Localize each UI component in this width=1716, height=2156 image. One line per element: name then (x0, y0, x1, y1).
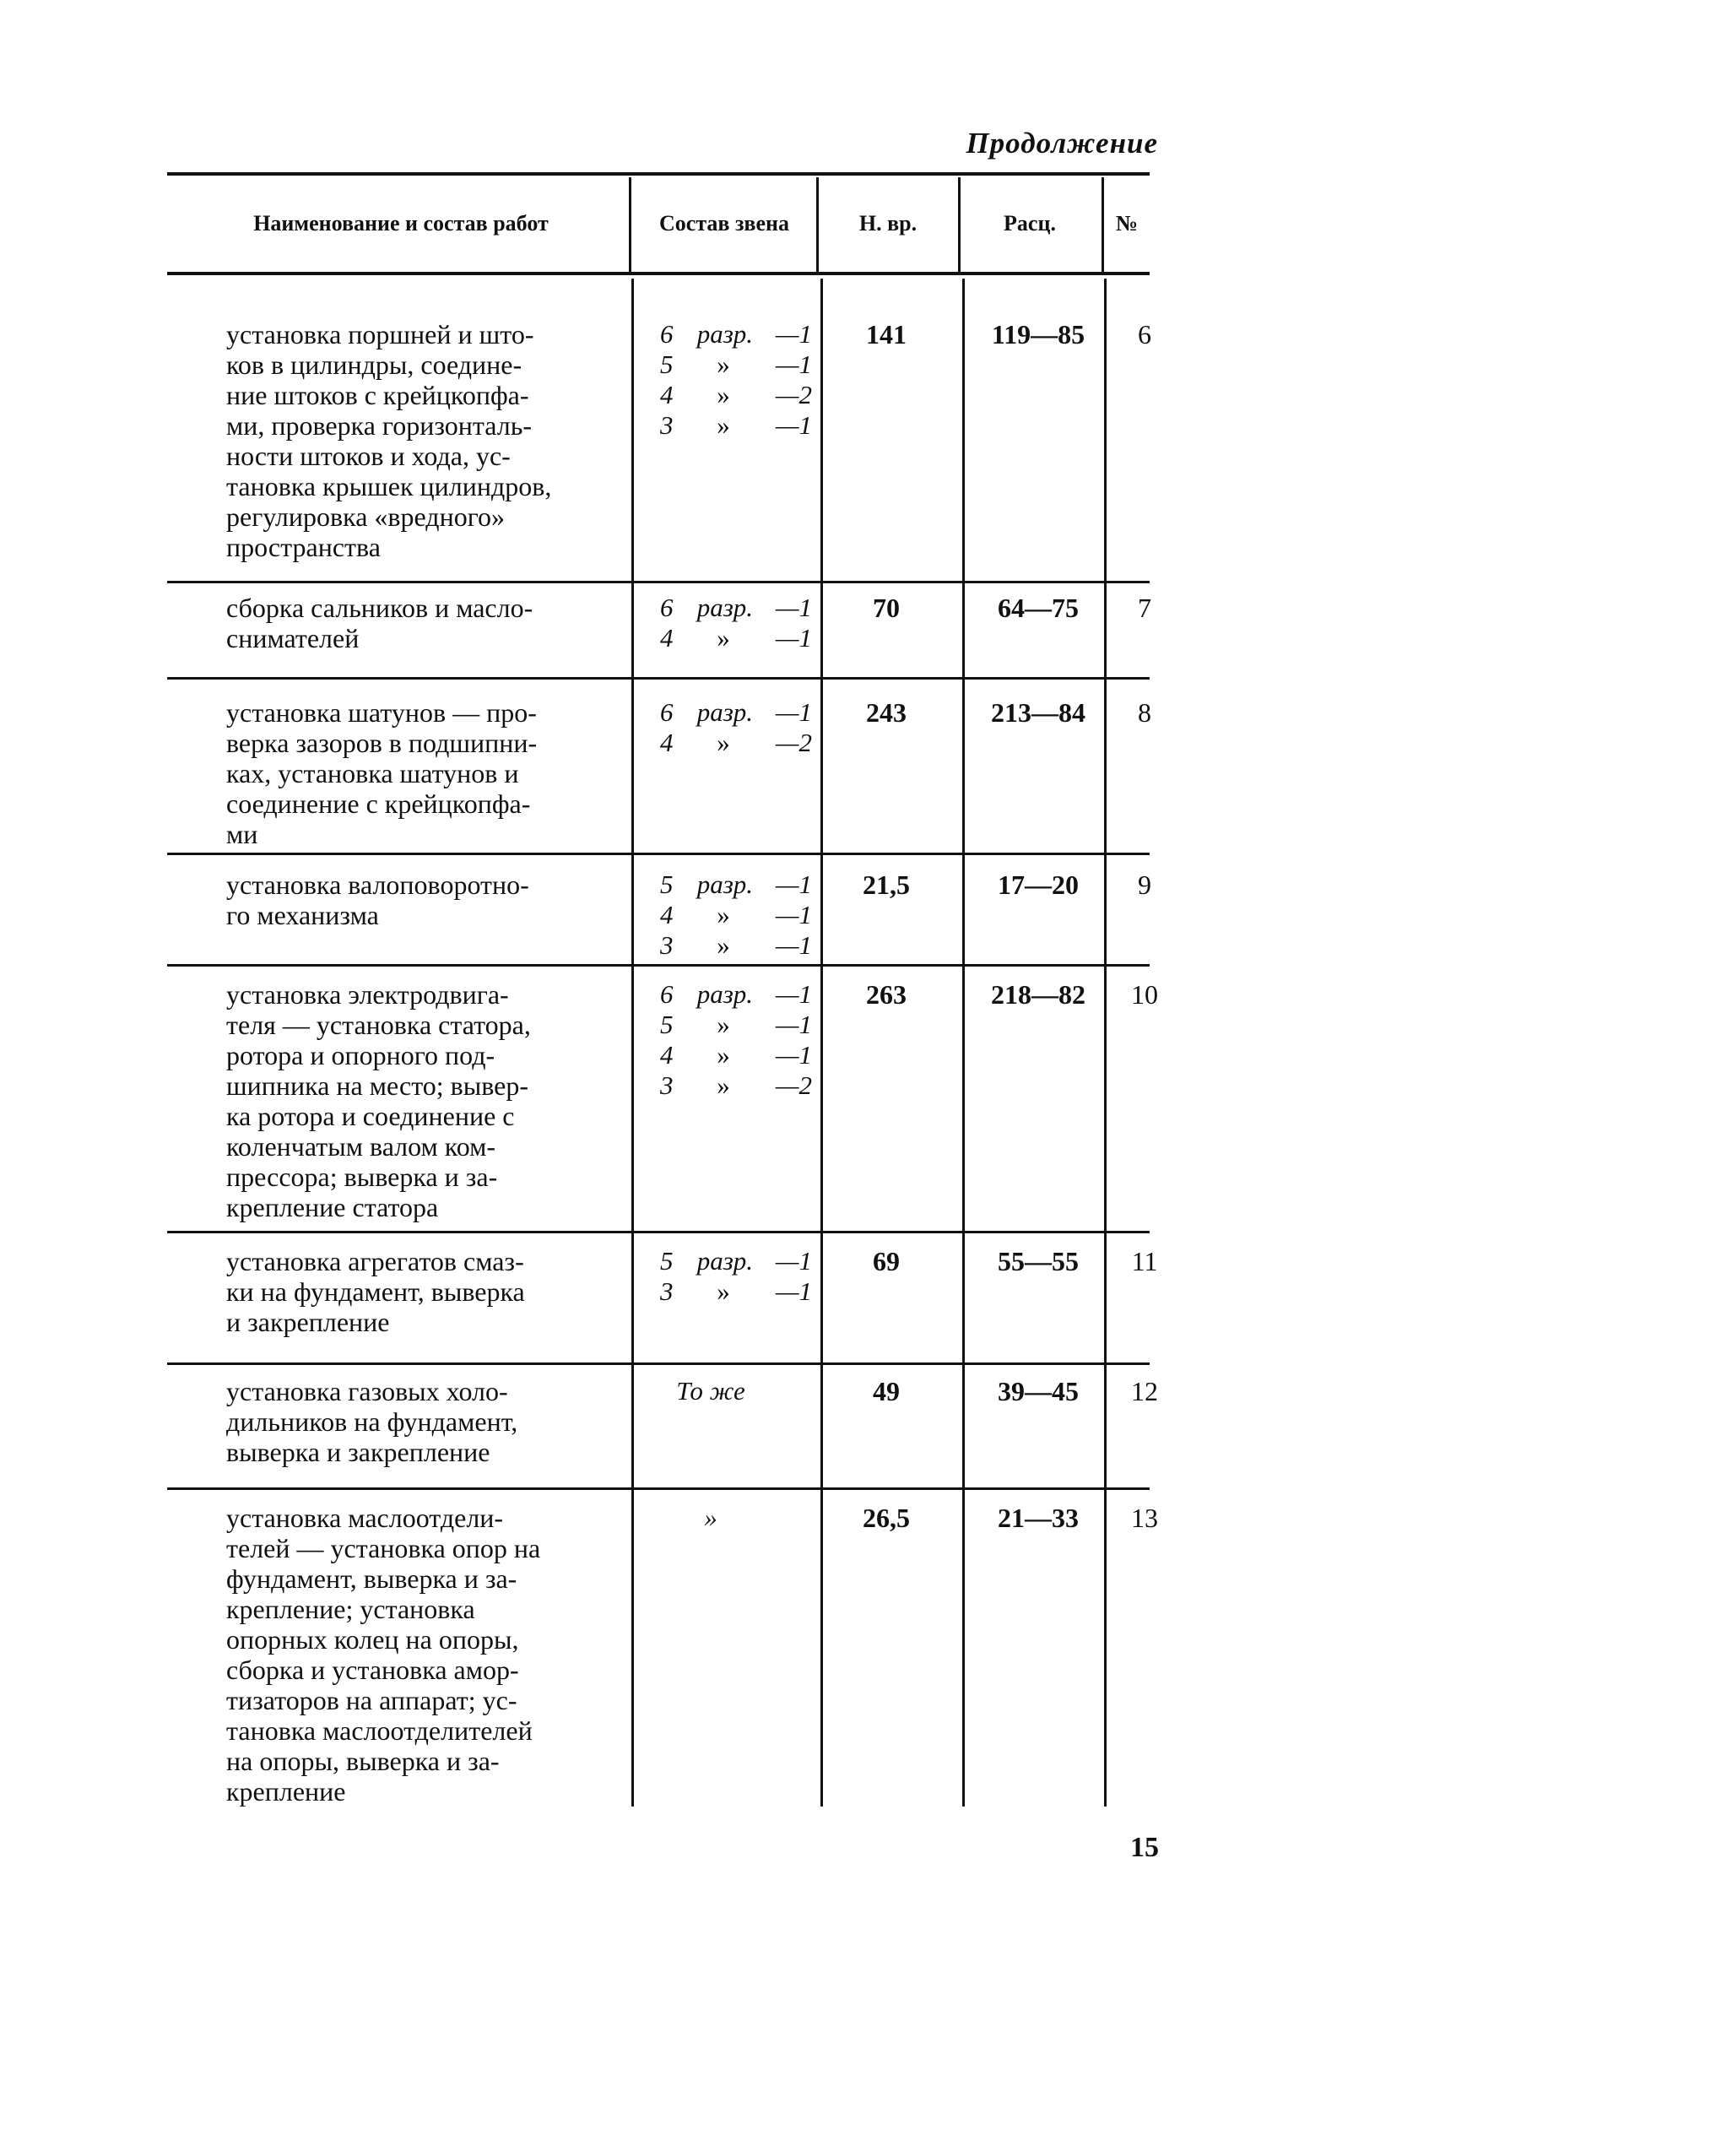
work-description-line: регулировка «вредного» (226, 501, 506, 532)
rate-value: 64—75 (998, 593, 1079, 623)
row-rule (167, 677, 1150, 680)
work-description-line: фундамент, выверка и за- (226, 1563, 517, 1594)
crew-count: —1 (775, 349, 812, 379)
work-description-line: снимателей (226, 623, 360, 653)
work-description-line: крепление (226, 1776, 346, 1807)
crew-unit: » (717, 1276, 730, 1306)
work-description-line: крепление статора (226, 1192, 439, 1222)
work-description (226, 1503, 616, 1807)
work-description-line: ках, установка шатунов и (226, 758, 519, 788)
work-description-line: пространства (226, 532, 381, 562)
work-description-line: шипника на место; вывер- (226, 1070, 529, 1101)
header-rate: Расц. (1004, 211, 1056, 236)
work-description-line: ние штоков с крейцкопфа- (226, 380, 529, 410)
crew-count: —1 (775, 697, 812, 727)
row-rule (167, 853, 1150, 855)
rate-value: 55—55 (998, 1246, 1079, 1276)
crew-unit: » (717, 380, 730, 409)
header-norm: Н. вр. (858, 211, 918, 236)
header-separator (816, 177, 819, 272)
row-rule (167, 1362, 1150, 1365)
work-description-line: ми (226, 819, 258, 849)
crew-count: —1 (775, 1040, 812, 1070)
norm-time: 263 (866, 979, 907, 1010)
work-description-line: соединение с крейцкопфа- (226, 788, 531, 819)
crew-same-as-above: То же (676, 1376, 745, 1406)
crew-line (660, 930, 812, 961)
crew-unit: » (717, 410, 730, 440)
crew-count: —1 (775, 1010, 812, 1039)
rate-value: 218—82 (991, 979, 1085, 1010)
work-description-line: тизаторов на аппарат; ус- (226, 1685, 517, 1715)
crew-count: —1 (775, 319, 812, 349)
work-description-line: установка поршней и што- (226, 319, 534, 349)
table-top-rule (167, 172, 1150, 176)
work-description-line: верка зазоров в подшипни- (226, 728, 538, 758)
row-number: 12 (1131, 1376, 1158, 1406)
crew-grade: 6 (660, 319, 674, 349)
norm-time: 26,5 (863, 1503, 910, 1533)
crew-grade: 5 (660, 1010, 674, 1039)
work-description-line: установка шатунов — про- (226, 697, 537, 728)
crew-unit: разр. (696, 979, 754, 1009)
crew-grade: 4 (660, 380, 674, 409)
continuation-label: Продолжение (966, 127, 1158, 160)
crew-count: —1 (775, 593, 812, 622)
work-description-line: тановка маслоотделителей (226, 1715, 533, 1746)
crew-unit: разр. (696, 869, 754, 899)
body-separator (631, 279, 634, 1807)
header-number: № (1115, 211, 1139, 236)
work-description-line: крепление; установка (226, 1594, 475, 1624)
crew-count: —1 (775, 1246, 812, 1276)
norm-time: 69 (873, 1246, 900, 1276)
crew-unit: разр. (696, 1246, 754, 1276)
body-separator (820, 279, 823, 1807)
crew-composition (660, 319, 812, 441)
crew-line (660, 1070, 812, 1101)
row-number: 8 (1138, 697, 1151, 728)
crew-line (660, 1276, 812, 1307)
work-description-line: установка газовых холо- (226, 1376, 508, 1406)
crew-unit: » (717, 1040, 730, 1070)
work-description-line: прессора; выверка и за- (226, 1162, 498, 1192)
crew-grade: 3 (660, 930, 674, 960)
work-description-line: на опоры, выверка и за- (226, 1746, 500, 1776)
crew-composition (660, 1503, 812, 1533)
crew-grade: 3 (660, 1276, 674, 1306)
work-description-line: установка маслоотдели- (226, 1503, 504, 1533)
crew-line (660, 593, 812, 623)
rate-value: 213—84 (991, 697, 1085, 728)
crew-line (660, 1246, 812, 1276)
crew-count: —1 (775, 869, 812, 899)
crew-unit: » (717, 1010, 730, 1039)
crew-composition (660, 697, 812, 758)
crew-grade: 4 (660, 1040, 674, 1070)
work-description-line: го механизма (226, 900, 379, 930)
header-separator (629, 177, 631, 272)
crew-grade: 6 (660, 593, 674, 622)
crew-grade: 5 (660, 869, 674, 899)
header-bottom-rule (167, 272, 1150, 275)
crew-count: —1 (775, 900, 812, 929)
crew-unit: » (717, 349, 730, 379)
row-number: 6 (1138, 319, 1151, 349)
work-description-line: ки на фундамент, выверка (226, 1276, 525, 1307)
work-description (226, 979, 616, 1222)
work-description (226, 1246, 616, 1337)
rate-value: 119—85 (991, 319, 1085, 349)
body-separator (1104, 279, 1107, 1807)
norm-time: 243 (866, 697, 907, 728)
crew-line (660, 1040, 812, 1070)
header-separator (958, 177, 961, 272)
work-description-line: ка ротора и соединение с (226, 1101, 515, 1131)
work-description-line: ми, проверка горизонталь- (226, 410, 532, 441)
header-separator (1102, 177, 1104, 272)
rate-value: 21—33 (998, 1503, 1079, 1533)
header-work: Наименование и состав работ (253, 211, 549, 236)
crew-grade: 6 (660, 697, 674, 727)
crew-grade: 4 (660, 623, 674, 653)
crew-count: —2 (775, 380, 812, 409)
crew-line (660, 1010, 812, 1040)
work-description-line: установка электродвига- (226, 979, 509, 1010)
crew-composition (660, 1246, 812, 1307)
crew-composition (660, 869, 812, 961)
work-description-line: телей — установка опор на (226, 1533, 541, 1563)
crew-unit: разр. (696, 593, 754, 622)
work-description-line: дильников на фундамент, (226, 1406, 518, 1437)
crew-count: —2 (775, 1070, 812, 1100)
header-crew: Состав звена (659, 211, 789, 236)
work-description (226, 869, 616, 930)
crew-line (660, 697, 812, 728)
work-description-line: и закрепление (226, 1307, 390, 1337)
row-number: 7 (1138, 593, 1151, 623)
work-description-line: ности штоков и хода, ус- (226, 441, 511, 471)
norm-time: 21,5 (863, 869, 910, 900)
work-description-line: сборка и установка амор- (226, 1655, 519, 1685)
rate-value: 17—20 (998, 869, 1079, 900)
work-description-line: ков в цилиндры, соедине- (226, 349, 522, 380)
crew-grade: 5 (660, 349, 674, 379)
crew-unit: » (717, 900, 730, 929)
crew-unit: » (717, 930, 730, 960)
crew-unit: разр. (696, 319, 754, 349)
crew-line (660, 349, 812, 380)
row-number: 9 (1138, 869, 1151, 900)
crew-grade: 3 (660, 1070, 674, 1100)
row-rule (167, 1487, 1150, 1490)
work-description-line: коленчатым валом ком- (226, 1131, 495, 1162)
norm-time: 70 (873, 593, 900, 623)
crew-line (660, 380, 812, 410)
crew-count: —2 (775, 728, 812, 757)
row-number: 13 (1131, 1503, 1158, 1533)
crew-composition (660, 1376, 812, 1406)
crew-line (660, 900, 812, 930)
work-description-line: установка валоповоротно- (226, 869, 529, 900)
crew-line (660, 319, 812, 349)
crew-line (660, 728, 812, 758)
work-description-line: тановка крышек цилиндров, (226, 471, 552, 501)
crew-grade: 6 (660, 979, 674, 1009)
work-description-line: теля — установка статора, (226, 1010, 531, 1040)
crew-count: —1 (775, 1276, 812, 1306)
crew-unit: » (717, 623, 730, 653)
work-description (226, 1376, 616, 1467)
work-description (226, 319, 616, 562)
norm-time: 49 (873, 1376, 900, 1406)
row-number: 11 (1131, 1246, 1158, 1276)
body-separator (962, 279, 965, 1807)
crew-count: —1 (775, 930, 812, 960)
crew-line (660, 979, 812, 1010)
row-rule (167, 1231, 1150, 1233)
work-description-line: опорных колец на опоры, (226, 1624, 519, 1655)
crew-unit: » (717, 728, 730, 757)
work-description-line: ротора и опорного под- (226, 1040, 495, 1070)
row-number: 10 (1131, 979, 1158, 1010)
work-description-line: сборка сальников и масло- (226, 593, 533, 623)
page-number: 15 (1130, 1832, 1159, 1863)
crew-line (660, 623, 812, 653)
crew-grade: 4 (660, 728, 674, 757)
crew-count: —1 (775, 623, 812, 653)
work-description (226, 593, 616, 653)
rate-value: 39—45 (998, 1376, 1079, 1406)
crew-line (660, 869, 812, 900)
norm-time: 141 (866, 319, 907, 349)
crew-composition (660, 979, 812, 1101)
crew-grade: 4 (660, 900, 674, 929)
work-description (226, 697, 616, 849)
crew-line (660, 410, 812, 441)
crew-unit: разр. (696, 697, 754, 727)
crew-count: —1 (775, 979, 812, 1009)
crew-grade: 5 (660, 1246, 674, 1276)
work-description-line: выверка и закрепление (226, 1437, 490, 1467)
crew-count: —1 (775, 410, 812, 440)
crew-grade: 3 (660, 410, 674, 440)
work-description-line: установка агрегатов смаз- (226, 1246, 524, 1276)
row-rule (167, 964, 1150, 967)
crew-composition (660, 593, 812, 653)
row-rule (167, 581, 1150, 583)
crew-unit: » (717, 1070, 730, 1100)
crew-same-as-above: » (704, 1503, 717, 1532)
